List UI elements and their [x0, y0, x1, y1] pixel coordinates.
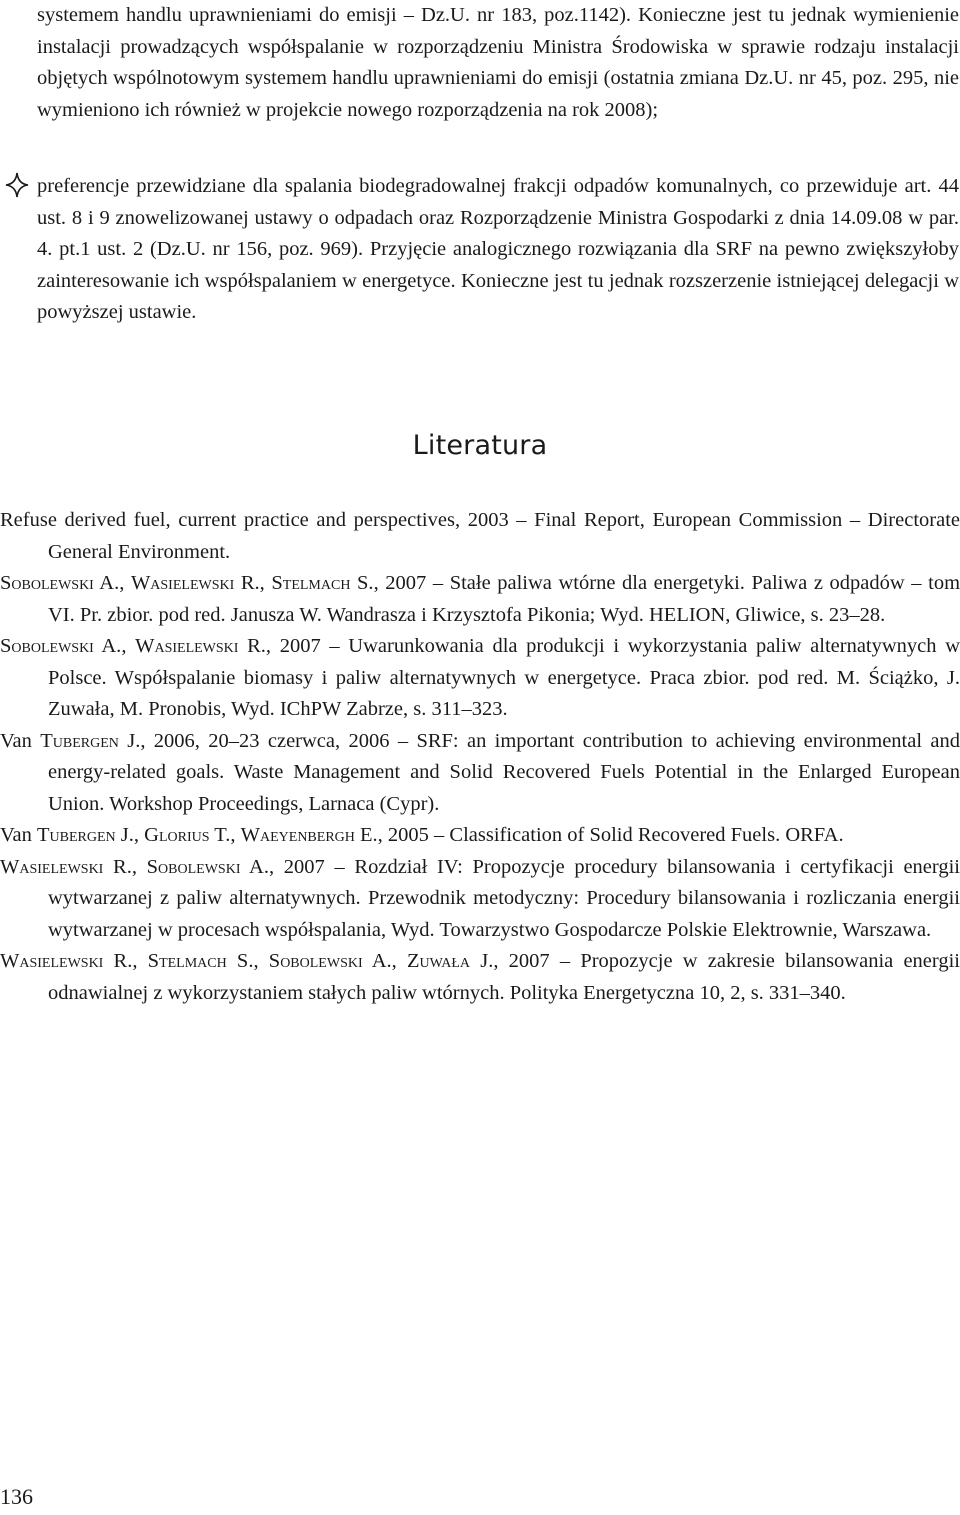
author-name: Wasielewski R. [0, 950, 133, 972]
reference-item: Van Tubergen J., 2006, 20–23 czerwca, 2006 – SRF: an important contribution to achieving environmental and energy-related goals. Waste Management and Solid Recovered Fuels Potential in the Enlarged European Union. Workshop Proceedings, Larnaca (Cypr). [0, 729, 960, 815]
reference-item: Van Tubergen J., Glorius T., Waeyenbergh E., 2005 – Classification of Solid Recovered Fuels. ORFA. [0, 824, 844, 846]
reference-item: Refuse derived fuel, current practice and perspectives, 2003 – Final Report, European Commission – Directorate General Environment. [0, 509, 960, 563]
author-name: Stelmach S. [271, 572, 374, 594]
author-name: Zuwała J. [406, 950, 494, 972]
reference-list [0, 505, 960, 1009]
author-name: Waeyenbergh E. [240, 824, 378, 846]
author-name: Wasielewski R. [130, 572, 260, 594]
reference-item: Wasielewski R., Stelmach S., Sobolewski A., Zuwała J., 2007 – Propozycje w zakresie bilansowania energii odnawialnej z wykorzystaniem stałych paliw wtórnych. Polityka Energetyczna 10, 2, s. 331–340. [0, 950, 960, 1004]
body-paragraph-2: preferencje przewidziane dla spalania biodegradowalnej frakcji odpadów komunalnych, co przewiduje art. 44 ust. 8 i 9 znowelizowanej ustawy o odpadach oraz Rozporządzenie Ministra Gospodarki z dnia 14.09.08 w par. 4. pt.1 ust. 2 (Dz.U. nr 156, poz. 969). Przyjęcie analogicznego rozwiązania dla SRF na pewno zwiększyłoby zainteresowanie ich współspalaniem w energetyce. Konieczne jest tu jednak rozszerzenie istniejącej delegacji w powyższej ustawie. [37, 175, 959, 323]
author-name: Glorius T. [144, 824, 231, 846]
author-name: Sobolewski A. [0, 635, 122, 657]
author-name: Wasielewski R. [0, 855, 132, 878]
reference-item: Wasielewski R., Sobolewski A., 2007 – Rozdział IV: Propozycje procedury bilansowania i certyfikacji energii wytwarzanej z paliw alternatywnych. Przewodnik metodyczny: Procedury bilansowania i rozliczania energii wytwarzanej w procesach współspalania, Wyd. Towarzystwo Gospodarcze Polskie Elektrownie, Warszawa. [0, 855, 960, 941]
author-name: Sobolewski A. [146, 855, 269, 878]
author-name: Tubergen J. [37, 824, 134, 846]
author-name: Wasielewski R. [135, 635, 266, 657]
page-number: 136 [0, 1484, 33, 1509]
section-heading: Literatura [412, 430, 548, 461]
author-name: Sobolewski A. [268, 950, 392, 972]
reference-item: Sobolewski A., Wasielewski R., 2007 – Uwarunkowania dla produkcji i wykorzystania paliw alternatywnych w Polsce. Współspalanie biomasy i paliw alternatywnych w energetyce. Praca zbior. pod red. M. Ściążko, J. Zuwała, M. Pronobis, Wyd. IChPW Zabrze, s. 311–323. [0, 635, 960, 720]
reference-item: Sobolewski A., Wasielewski R., Stelmach S., 2007 – Stałe paliwa wtórne dla energetyki. Paliwa z odpadów – tom VI. Pr. zbior. pod red. Janusza W. Wandrasza i Krzysztofa Pikonia; Wyd. HELION, Gliwice, s. 23–28. [0, 572, 960, 626]
four-point-star-icon [4, 171, 30, 199]
author-name: Tubergen J. [40, 729, 141, 752]
author-name: Sobolewski A. [0, 572, 120, 594]
author-name: Stelmach S. [147, 950, 254, 972]
body-paragraph-1: systemem handlu uprawnieniami do emisji – Dz.U. nr 183, poz.1142). Konieczne jest tu jednak wymienienie instalacji prowadzących współspalanie w rozporządzeniu Ministra Środowiska w sprawie rodzaju instalacji objętych wspólnotowym systemem handlu uprawnieniami do emisji (ostatnia zmiana Dz.U. nr 45, poz. 295, nie wymieniono ich również w projekcie nowego rozporządzenia na rok 2008); [37, 4, 959, 121]
